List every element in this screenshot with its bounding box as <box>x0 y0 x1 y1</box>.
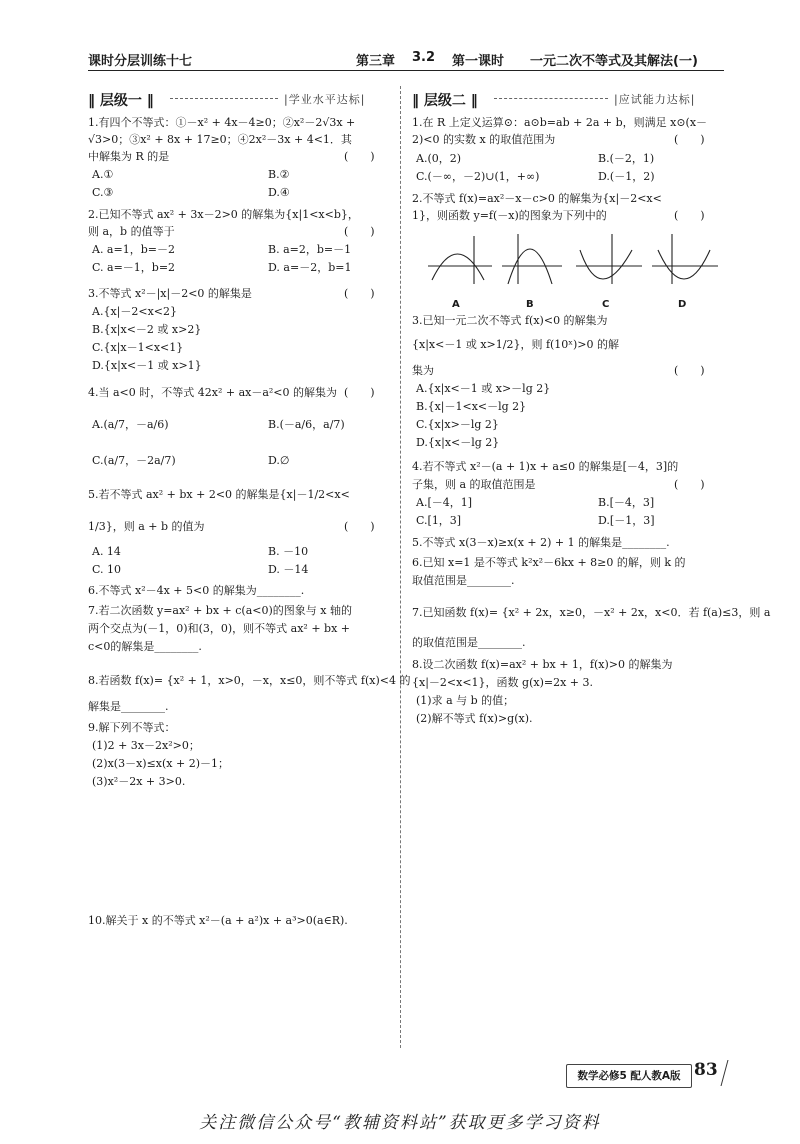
r-q7-line2: 的取值范围是________. <box>412 636 526 649</box>
r-q3-option-d: D.{x|x<－lg 2} <box>416 436 500 449</box>
level-one-label: 层级一 <box>99 93 142 109</box>
q4-option-b: B.(－a/6，a/7) <box>268 418 345 431</box>
book-label: 数学必修5 配人教A版 <box>566 1064 692 1088</box>
r-q3-line1: 3.已知一元二次不等式 f(x)<0 的解集为 <box>412 314 608 327</box>
graph-b <box>502 234 562 284</box>
q1-line1: 1.有四个不等式：①－x² + 4x－4≥0；②x²－2√3x + <box>88 116 356 129</box>
q9-part1: (1)2 + 3x－2x²>0； <box>92 739 200 752</box>
r-q6-line2: 取值范围是________. <box>412 574 515 587</box>
r-q3-line3: 集为 <box>412 364 434 377</box>
q1-option-b: B.② <box>268 168 290 181</box>
q5-option-d: D. －14 <box>268 563 309 576</box>
q8-line2: 解集是________. <box>88 700 169 713</box>
q1-line3: 中解集为 R 的是 <box>88 150 170 163</box>
r-q6-line1: 6.已知 x=1 是不等式 k²x²－6kx + 8≥0 的解，则 k 的 <box>412 556 686 569</box>
q7-line2: 两个交点为(－1，0)和(3，0)，则不等式 ax² + bx + <box>88 622 350 635</box>
q3-line1: 3.不等式 x²－|x|－2<0 的解集是 <box>88 287 252 300</box>
r-q4-option-d: D.[－1，3] <box>598 514 655 527</box>
right-column <box>412 0 771 1060</box>
r-q4-answer-paren: ( ) <box>674 478 705 491</box>
q1-option-c: C.③ <box>92 186 114 199</box>
r-q8-part1: (1)求 a 与 b 的值； <box>416 694 515 707</box>
q7-line1: 7.若二次函数 y=ax² + bx + c(a<0)的图象与 x 轴的 <box>88 604 352 617</box>
r-q1-line2: 2)<0 的实数 x 的取值范围为 <box>412 133 556 146</box>
graph-c <box>576 234 642 284</box>
r-q8-line2: {x|－2<x<1}，函数 g(x)=2x + 3. <box>412 676 593 689</box>
q1-option-a: A.① <box>92 168 114 181</box>
level-one-tag-text: 学业水平达标 <box>288 93 361 106</box>
level-two-tag-text: 应试能力达标 <box>618 93 691 106</box>
q10-line1: 10.解关于 x 的不等式 x²－(a + a²)x + a³>0(a∈R). <box>88 914 348 927</box>
q2-answer-paren: ( ) <box>344 225 375 238</box>
q2-option-c: C. a=－1，b=2 <box>92 261 176 274</box>
q2-line1: 2.已知不等式 ax² + 3x－2>0 的解集为{x|1<x<b}， <box>88 208 359 221</box>
q9-part2: (2)x(3－x)≤x(x + 2)－1； <box>92 757 229 770</box>
r-q8-line1: 8.设二次函数 f(x)=ax² + bx + 1，f(x)>0 的解集为 <box>412 658 673 671</box>
q6-line1: 6.不等式 x²－4x + 5<0 的解集为________. <box>88 584 305 597</box>
topic-title: 一元二次不等式及其解法(一) <box>530 54 698 69</box>
q2-option-a: A. a=1，b=－2 <box>92 243 175 256</box>
r-q3-line2: {x|x<－1 或 x>1/2}，则 f(10ˣ)>0 的解 <box>412 338 619 351</box>
r-q5-line1: 5.不等式 x(3－x)≥x(x + 2) + 1 的解集是________. <box>412 536 670 549</box>
r-q3-option-a: A.{x|x<－1 或 x>－lg 2} <box>416 382 551 395</box>
q9-part3: (3)x²－2x + 3>0. <box>92 775 186 788</box>
r-q4-line2: 子集，则 a 的取值范围是 <box>412 478 536 491</box>
r-q1-answer-paren: ( ) <box>674 133 705 146</box>
q5-option-a: A. 14 <box>92 545 121 558</box>
page-corner-mark <box>721 1060 729 1086</box>
q5-line1: 5.若不等式 ax² + bx + 2<0 的解集是{x|－1/2<x< <box>88 488 350 501</box>
q7-line3: c<0的解集是________. <box>88 640 202 653</box>
left-column <box>88 0 411 1060</box>
level-one-tag: |学业水平达标| <box>284 93 366 106</box>
watermark-text: 关注微信公众号“教辅资料站”获取更多学习资料 <box>199 1113 601 1133</box>
q3-option-c: C.{x|x－1<x<1} <box>92 341 184 354</box>
r-q1-option-a: A.(0，2) <box>416 152 462 165</box>
graph-label-a: A <box>452 299 460 310</box>
q4-answer-paren: ( ) <box>344 386 375 399</box>
graph-d <box>652 234 718 284</box>
level-one-heading: ‖ 层级一 ‖ <box>88 93 154 109</box>
q1-answer-paren: ( ) <box>344 150 375 163</box>
q5-line2: 1/3}，则 a + b 的值为 <box>88 520 205 533</box>
q4-line1: 4.当 a<0 时，不等式 42x² + ax－a²<0 的解集为 <box>88 386 338 399</box>
q1-option-d: D.④ <box>268 186 290 199</box>
q3-option-a: A.{x|－2<x<2} <box>92 305 177 318</box>
r-q2-line1: 2.不等式 f(x)=ax²－x－c>0 的解集为{x|－2<x< <box>412 192 662 205</box>
q2-graph-options <box>422 228 722 298</box>
r-q4-option-a: A.[－4，1] <box>416 496 473 509</box>
q5-answer-paren: ( ) <box>344 520 375 533</box>
q3-option-d: D.{x|x<－1 或 x>1} <box>92 359 202 372</box>
graph-label-d: D <box>678 299 687 310</box>
r-q3-option-c: C.{x|x>－lg 2} <box>416 418 499 431</box>
q3-option-b: B.{x|x<－2 或 x>2} <box>92 323 202 336</box>
q9-line1: 9.解下列不等式： <box>88 721 176 734</box>
graph-a <box>428 236 492 284</box>
level-two-heading: ‖ 层级二 ‖ <box>412 93 478 109</box>
graph-label-c: C <box>602 299 610 310</box>
r-q3-answer-paren: ( ) <box>674 364 705 377</box>
q4-option-d: D.∅ <box>268 454 290 467</box>
q4-option-c: C.(a/7，－2a/7) <box>92 454 176 467</box>
q8-line1: 8.若函数 f(x)= {x² + 1，x>0，－x，x≤0，则不等式 f(x)<4 的 <box>88 674 411 687</box>
lesson-period: 第一课时 <box>452 54 505 69</box>
section-number: 3.2 <box>412 50 436 65</box>
page-number: 83 <box>694 1060 718 1080</box>
chapter-label: 第三章 <box>356 54 396 69</box>
q1-line2: √3>0；③x² + 8x + 17≥0；④2x²－3x + 4<1．其 <box>88 133 352 146</box>
q2-option-d: D. a=－2，b=1 <box>268 261 352 274</box>
q2-option-b: B. a=2，b=－1 <box>268 243 352 256</box>
r-q4-option-c: C.[1，3] <box>416 514 462 527</box>
r-q7-line1: 7.已知函数 f(x)= {x² + 2x，x≥0，－x² + 2x，x<0．若 f(a)≤3，则 a <box>412 606 771 619</box>
r-q4-option-b: B.[－4，3] <box>598 496 655 509</box>
level-two-label: 层级二 <box>423 93 466 109</box>
level-two-tag: |应试能力达标| <box>614 93 696 106</box>
q5-option-c: C. 10 <box>92 563 122 576</box>
r-q1-option-d: D.(－1，2) <box>598 170 655 183</box>
r-q2-line2: 1}，则函数 y=f(－x)的图象为下列中的 <box>412 209 607 222</box>
r-q1-line1: 1.在 R 上定义运算⊙：a⊙b=ab + 2a + b，则满足 x⊙(x－ <box>412 116 708 129</box>
r-q4-line1: 4.若不等式 x²－(a + 1)x + a≤0 的解集是[－4，3]的 <box>412 460 679 473</box>
graph-label-b: B <box>526 299 534 310</box>
q4-option-a: A.(a/7，－a/6) <box>92 418 169 431</box>
q2-line2: 则 a，b 的值等于 <box>88 225 175 238</box>
r-q1-option-b: B.(－2，1) <box>598 152 655 165</box>
q3-answer-paren: ( ) <box>344 287 375 300</box>
column-separator <box>400 86 401 1048</box>
r-q8-part2: (2)解不等式 f(x)>g(x). <box>416 712 533 725</box>
r-q3-option-b: B.{x|－1<x<－lg 2} <box>416 400 527 413</box>
r-q2-answer-paren: ( ) <box>674 209 705 222</box>
lesson-title: 课时分层训练十七 <box>88 54 193 69</box>
q5-option-b: B. －10 <box>268 545 309 558</box>
r-q1-option-c: C.(－∞，－2)∪(1，+∞) <box>416 170 540 183</box>
